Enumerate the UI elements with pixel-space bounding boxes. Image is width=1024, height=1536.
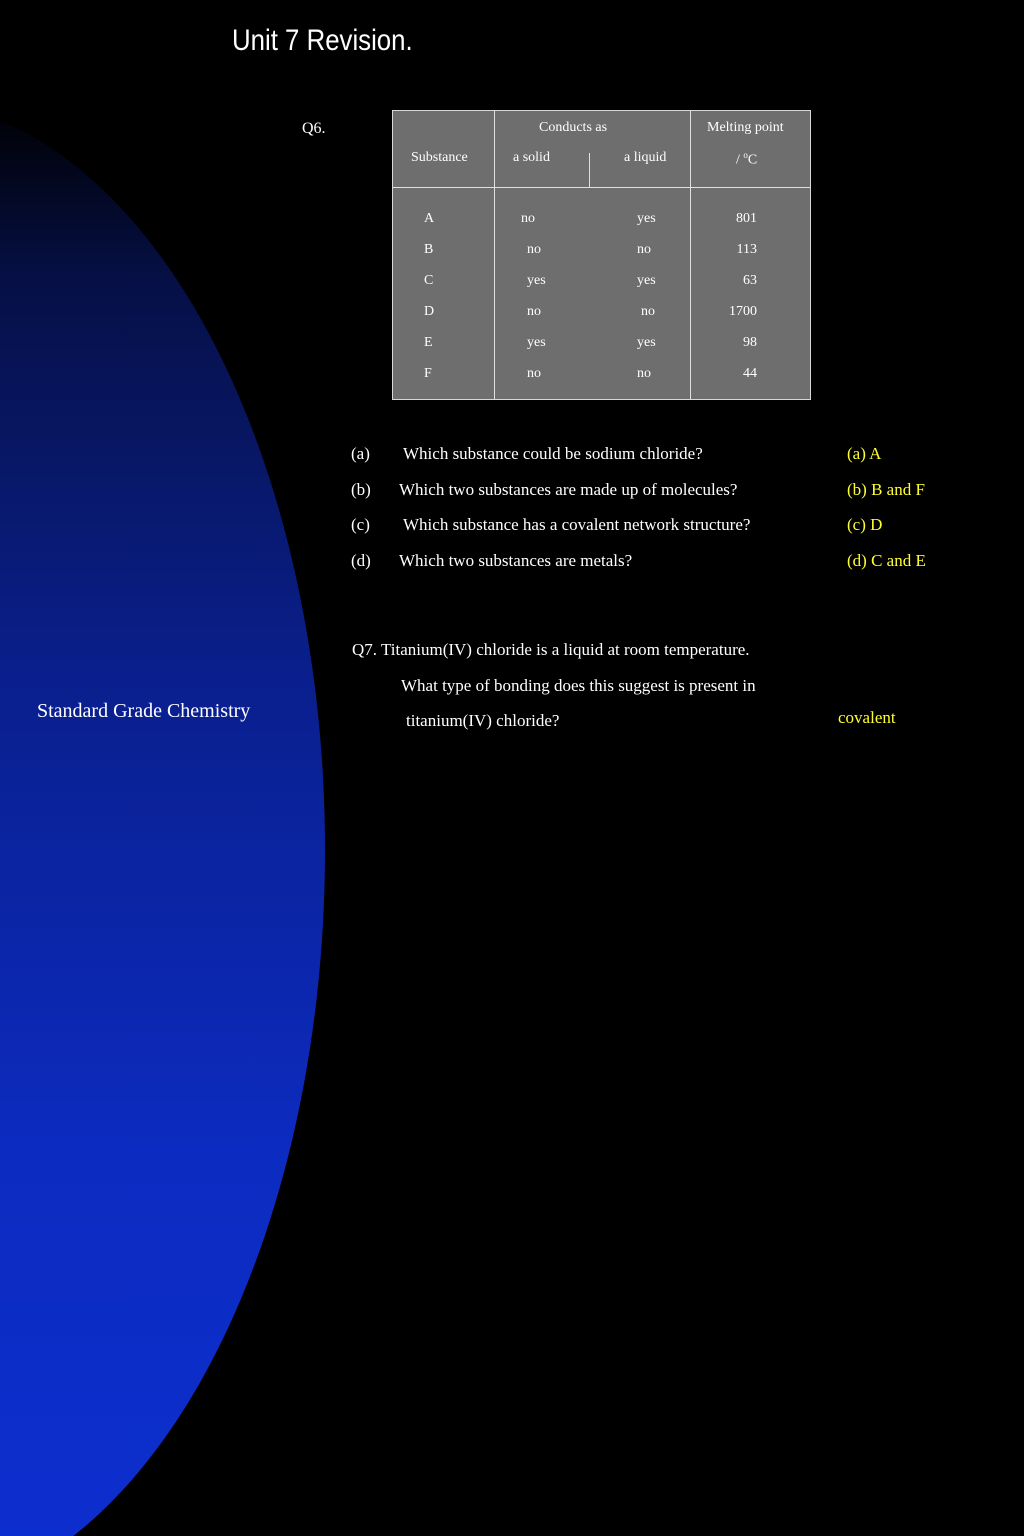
header-melting-unit: / $^o$C — [736, 150, 758, 168]
cell-liquid: yes — [637, 335, 656, 350]
question-answer: (a) A — [847, 444, 882, 463]
cell-substance: C — [424, 273, 434, 288]
header-conducts: Conducts as — [539, 120, 608, 135]
question-answer: (c) D — [847, 515, 883, 534]
cell-liquid: yes — [637, 211, 656, 226]
q7-line-3: titanium(IV) chloride? — [406, 711, 560, 730]
cell-melting: 44 — [743, 366, 757, 381]
header-solid: a solid — [513, 150, 550, 165]
question-label: (a) — [351, 444, 370, 463]
cell-substance: D — [424, 304, 435, 319]
question-label: (d) — [351, 551, 371, 570]
cell-liquid: yes — [637, 273, 656, 288]
slide-title: Unit 7 Revision. — [232, 24, 413, 57]
question-text: Which substance could be sodium chloride? — [403, 444, 703, 463]
question-text: Which two substances are made up of molecules? — [399, 480, 738, 499]
cell-substance: F — [424, 366, 432, 381]
question-label: (c) — [351, 515, 370, 534]
cell-solid: yes — [527, 273, 546, 288]
cell-substance: A — [424, 211, 435, 226]
table-divider — [690, 111, 691, 399]
cell-solid: no — [527, 366, 541, 381]
question-answer: (b) B and F — [847, 480, 925, 499]
background-blue-arc — [0, 100, 325, 1536]
header-liquid: a liquid — [624, 150, 667, 165]
cell-solid: no — [527, 304, 541, 319]
q7-line-1: Q7. Titanium(IV) chloride is a liquid at room temperature. — [352, 640, 750, 659]
q6-label: Q6. — [302, 120, 326, 137]
cell-solid: no — [521, 211, 535, 226]
cell-melting: 98 — [743, 335, 757, 350]
question-text: Which two substances are metals? — [399, 551, 633, 570]
question-answer: (d) C and E — [847, 551, 926, 570]
cell-liquid: no — [637, 242, 651, 257]
header-substance: Substance — [411, 150, 468, 165]
cell-melting: 801 — [736, 211, 757, 226]
substance-table — [392, 110, 811, 400]
q7-answer: covalent — [838, 708, 896, 727]
table-divider — [494, 111, 495, 399]
cell-melting: 113 — [736, 242, 757, 257]
cell-liquid: no — [637, 366, 651, 381]
cell-solid: no — [527, 242, 541, 257]
question-label: (b) — [351, 480, 371, 499]
table-divider — [393, 187, 810, 188]
cell-melting: 1700 — [729, 304, 757, 319]
question-text: Which substance has a covalent network structure? — [403, 515, 751, 534]
cell-liquid: no — [641, 304, 655, 319]
cell-solid: yes — [527, 335, 546, 350]
footer-course-name: Standard Grade Chemistry — [37, 700, 251, 722]
table-divider — [589, 153, 590, 187]
q7-line-2: What type of bonding does this suggest is present in — [401, 676, 756, 695]
header-melting: Melting point — [707, 120, 784, 135]
cell-melting: 63 — [743, 273, 757, 288]
cell-substance: B — [424, 242, 434, 257]
cell-substance: E — [424, 335, 433, 350]
